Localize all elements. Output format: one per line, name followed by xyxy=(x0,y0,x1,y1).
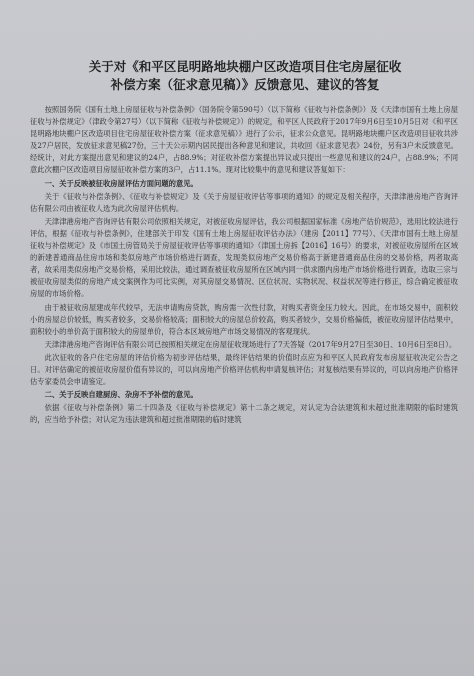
title-line-1: 关于对《和平区昆明路地块棚户区改造项目住宅房屋征收 xyxy=(88,59,402,74)
paragraph-intro: 按照国务院《国有土地上房屋征收与补偿条例》（国务院令第590号）（以下简称《征收与补偿条例》）及《天津市国有土地上房屋征收与补偿规定》（津政令第27号）（以下简称《征收与补偿规定》）的规定，和平区人民政府于2017年9月6日至10月5日对《和平区昆明路地块棚户区改造项目住宅房屋征收补偿方案（征求意见稿）》进行了公示，征求公众意见。昆明路地块棚户区改造项目征收共涉及27户居民，发放征求意见稿27份，三十天公示期内居民提出各种意见和建议，共收回《征求意见表》24份，另有3户未反馈意见。经统计，对此方案提出意见和建议的24户，占88.9%；对征收补偿方案提出异议或只提出一些意见和建议的24户，占88.9%；不同意此次棚户区改造项目房屋征收补偿方案的3户，占11.1%。现对比较集中的意见和建议答复如下： xyxy=(30,105,458,175)
section-heading-1: 一、关于反映被征收房屋评估方面问题的意见。 xyxy=(44,178,198,188)
title-line-2: 补偿方案（征求意见稿）》反馈意见、建议的答复 xyxy=(110,77,380,92)
document-title xyxy=(40,58,450,94)
paragraph: 关于《征收与补偿条例》、《征收与补偿规定》及《关于房屋征收评估等事项的通知》的规定及相关程序，天津津港房地产咨询评估有限公司由被征收人选为此次房屋评估机构。 xyxy=(30,191,458,213)
paragraph: 依据《征收与补偿条例》第二十四条及《征收与补偿规定》第十二条之规定，对认定为合法建筑和未超过批准期限的临时建筑的，应当给予补偿；对认定为违法建筑和超过批准期限的临时建筑 xyxy=(30,403,458,425)
paragraph: 此次征收的各户住宅房屋的评估价格为初步评估结果，最终评估结果的价值时点应为和平区人民政府发布房屋征收决定公告之日。对评估确定的被征收房屋价值有异议的，可以向房地产价格评估机构申请复核评估；对复核结果有异议的，可以向房地产价格评估专家委员会申请鉴定。 xyxy=(30,352,458,387)
section-heading-2: 二、关于反映自建厨房、杂房不予补偿的意见。 xyxy=(44,390,198,400)
paragraph: 天津津港房地产咨询评估有限公司已按照相关规定在房屋征收现场进行了7天答疑（2017年9月27日至30日、10月6日至8日）。 xyxy=(44,339,457,349)
document-body xyxy=(30,104,458,670)
paragraph: 天津津港房地产咨询评估有限公司依照相关规定，对被征收房屋评估，我公司根据国家标准《房地产估价规范》，选用比较法进行评估，根据《征收与补偿条例》，住建部关于印发《国有土地上房屋征收评估办法》（建房【2011】77号）、《天津市国有土地上房屋征收与补偿规定》及《市国土房管局关于房屋征收评估等事项的通知》（津国土房拆【2016】16号）的要求，对被征收房屋所在区域的新建普通商品住房市场和类似房地产市场价格进行调查，发现类似房地产交易价格高于新建普通商品住房的交易价格，两者取高者，故采用类似房地产交易价格，采用比较法，通过调查被征收房屋所在区域内同一供求圈内房地产市场价格进行调查，选取三宗与被征收房屋类似的房地产成交案例作为可比实例，对其房屋交易情况、区位状况、实物状况、权益状况等进行修正，综合确定被征收房屋的市场价格。 xyxy=(30,216,458,299)
paragraph: 由于被征收房屋建成年代较早，无法申请购房贷款，购房需一次性付款，对购买者资金压力较大。因此，在市场交易中，面积较小的房屋总价较低，购买者较多，交易价格较高；面积较大的房屋总价较高，购买者较少，交易价格偏低，被征收房屋评估结果中，面积较小的单价高于面积较大的房屋单价，符合本区域房地产市场交易情况的客观现状。 xyxy=(30,302,458,336)
